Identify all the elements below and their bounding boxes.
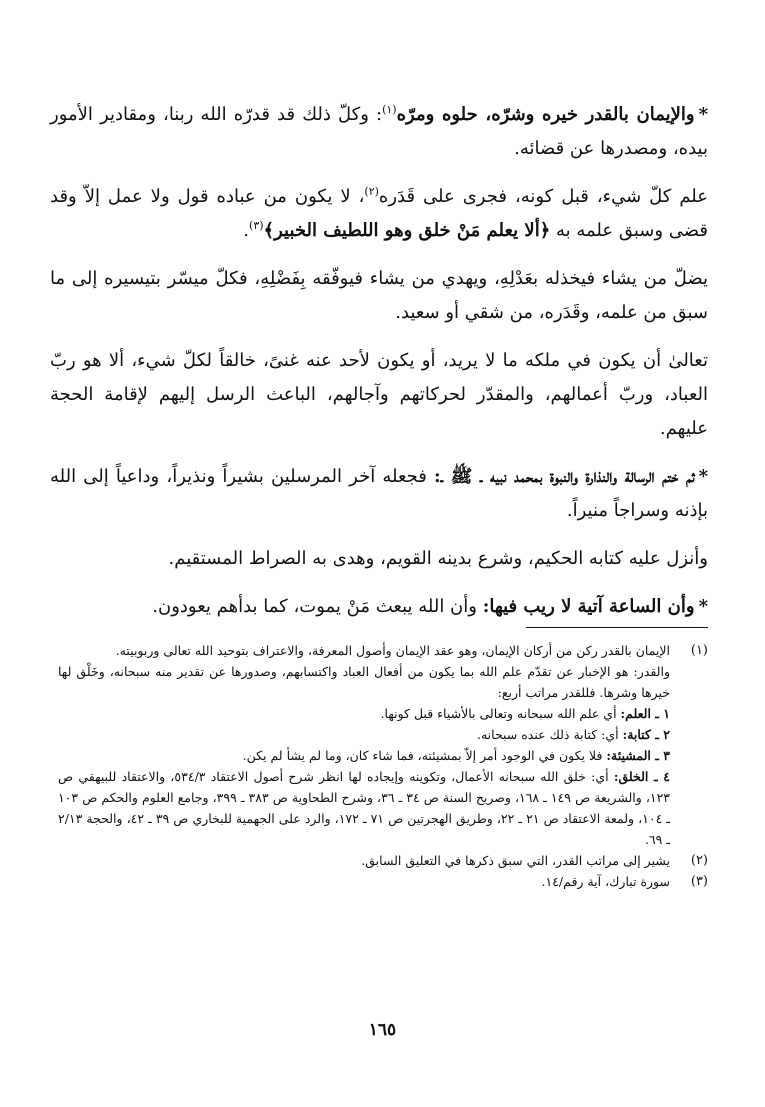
- paragraph-text: وأن الله يبعث مَنْ يموت، كما بدأهم يعودون.: [152, 596, 483, 617]
- footnote-divider: [526, 627, 708, 628]
- paragraph-text: : وكلّ ذلك قد قدرّه الله ربنا، ومقادير الأمور بيده، ومصدرها عن قضائه.: [50, 104, 708, 159]
- paragraph-text: ، لا يكون من عباده قول ولا عمل إلاّ وقد قضى وسبق علمه به: [50, 186, 708, 241]
- footnote-text: يشير إلى مراتب القدر، التي سبق ذكرها في التعليق السابق.: [361, 853, 670, 868]
- footnote-text: الإيمان بالقدر ركن من أركان الإيمان، وهو عقد الإيمان وأصول المعرفة، والاعتراف بتوحيد الله تعالى وربوبيته.: [115, 643, 670, 658]
- paragraph-prophethood: [50, 460, 708, 528]
- footnote-text: والقدر: هو الإخبار عن تقدّم علم الله بما يكون من أفعال العباد واكتسابهم، وصدورها عن تقدير منه سبحانه، وخَلْق لها خيرها وشرها. فللقدر مراتب أربع:: [58, 664, 670, 700]
- paragraph-belief-in-qadar: [50, 98, 708, 166]
- footnote-ref[interactable]: (٣): [249, 219, 264, 232]
- footnote-list-item: [58, 745, 670, 766]
- paragraph-book: وأنزل عليه كتابه الحكيم، وشرع بدينه القويم، وهدى به الصراط المستقيم.: [168, 548, 708, 569]
- paragraph-text: فجعله آخر المرسلين بشيراً ونذيراً، وداعياً إلى الله بإذنه وسراجاً منيراً.: [50, 466, 708, 521]
- list-label: ٣ ـ المشيئة:: [606, 748, 670, 763]
- footnote-ref[interactable]: (٢): [364, 185, 379, 198]
- footnote-list-item: [58, 724, 670, 745]
- footnote-number: (٣): [690, 874, 708, 889]
- list-text: أي علم الله سبحانه وتعالى بالأشياء قبل كونها.: [380, 706, 621, 721]
- footnote-number: (٢): [690, 853, 708, 868]
- page-number: ١٦٥: [368, 1020, 397, 1040]
- paragraph-text: علم كلّ شيء، قبل كونه، فجرى على قَدَره: [378, 186, 709, 207]
- list-label: ٢ ـ كتابة:: [622, 727, 670, 742]
- paragraph-guidance: يضلّ من يشاء فيخذله بعَدْلِهِ، ويهدي من يشاء فيوفّقه بِفَضْلِهِ، فكلّ ميسّر بتيسيره إلى ما سبق من علمه، وقَدَره، من شقي أو سعيد.: [50, 268, 708, 323]
- list-label: ٤ ـ الخلق:: [613, 769, 670, 784]
- paragraph-text: .: [243, 220, 250, 241]
- heading-text: والإيمان بالقدر خيره وشرّه، حلوه ومرّه: [396, 104, 695, 125]
- bullet-star: *: [698, 596, 708, 617]
- paragraph-exalted: تعالىٰ أن يكون في ملكه ما لا يريد، أو يكون لأحد عنه غنىً، خالقاً لكلّ شيء، ألا هو ربّ العباد، وربّ أعمالهم، والمقدّر لحركاتهم وآجالهم، الباعث الرسل إليهم لإقامة الحجة عليهم.: [50, 350, 708, 439]
- list-text: أي: خلق الله سبحانه الأعمال، وتكوينه وإيجاده لها انظر شرح أصول الاعتقاد ٥٣٤/٣، والاعتقاد للبيهقي ص ١٢٣، والشريعة ص ١٤٩ ـ ١٦٨، وصريح السنة ص ٣٤ ـ ٣٦، وشرح الطحاوية ص ٣٨٣ ـ ٣٩٩، وجامع العلوم والحكم ص ١٠٣ ـ ١٠٤، ولمعة الاعتقاد ص ٢١ ـ ٢٢، وطريق الهجرتين ص ٧١ ـ ١٧٢، والرد على الجهمية للبخاري ص ٣٩ ـ ٤٢، والحجة ٢/١٣ ـ ٦٩.: [58, 769, 671, 847]
- heading-text: وأن الساعة آتية لا ريب فيها:: [482, 596, 695, 617]
- footnote-list-item: [58, 703, 670, 724]
- footnotes: [58, 640, 708, 892]
- footnote-3: [58, 871, 708, 892]
- footnote-ref[interactable]: (١): [382, 103, 397, 116]
- footnote-2: [58, 850, 708, 871]
- list-text: أي: كتابة ذلك عنده سبحانه.: [477, 727, 623, 742]
- list-text: فلا يكون في الوجود أمر إلاّ بمشيئته، فما شاء كان، وما لم يشأ لم يكن.: [242, 748, 607, 763]
- main-text: [50, 98, 708, 634]
- quran-quote: ﴿ألا يعلم مَنْ خلق وهو اللطيف الخبير﴾: [263, 220, 551, 241]
- footnote-text: سورة تبارك، آية رقم/١٤.: [541, 874, 670, 889]
- footnote-number: (١): [690, 643, 708, 658]
- footnote-body: [58, 871, 670, 892]
- paragraph-hour: [50, 590, 708, 624]
- footnote-1: [58, 640, 708, 850]
- bullet-star: *: [698, 104, 708, 125]
- heading-text: ثم ختم الرسالة والنذارة والنبوة بمحمد نبيه ـ ﷺ ـ:: [434, 466, 695, 487]
- footnote-body: [58, 850, 670, 871]
- footnote-list-item: [58, 766, 670, 850]
- footnote-body: [58, 640, 670, 850]
- list-label: ١ ـ العلم:: [620, 706, 670, 721]
- bullet-star: *: [698, 466, 708, 487]
- paragraph-knowledge: [50, 180, 708, 248]
